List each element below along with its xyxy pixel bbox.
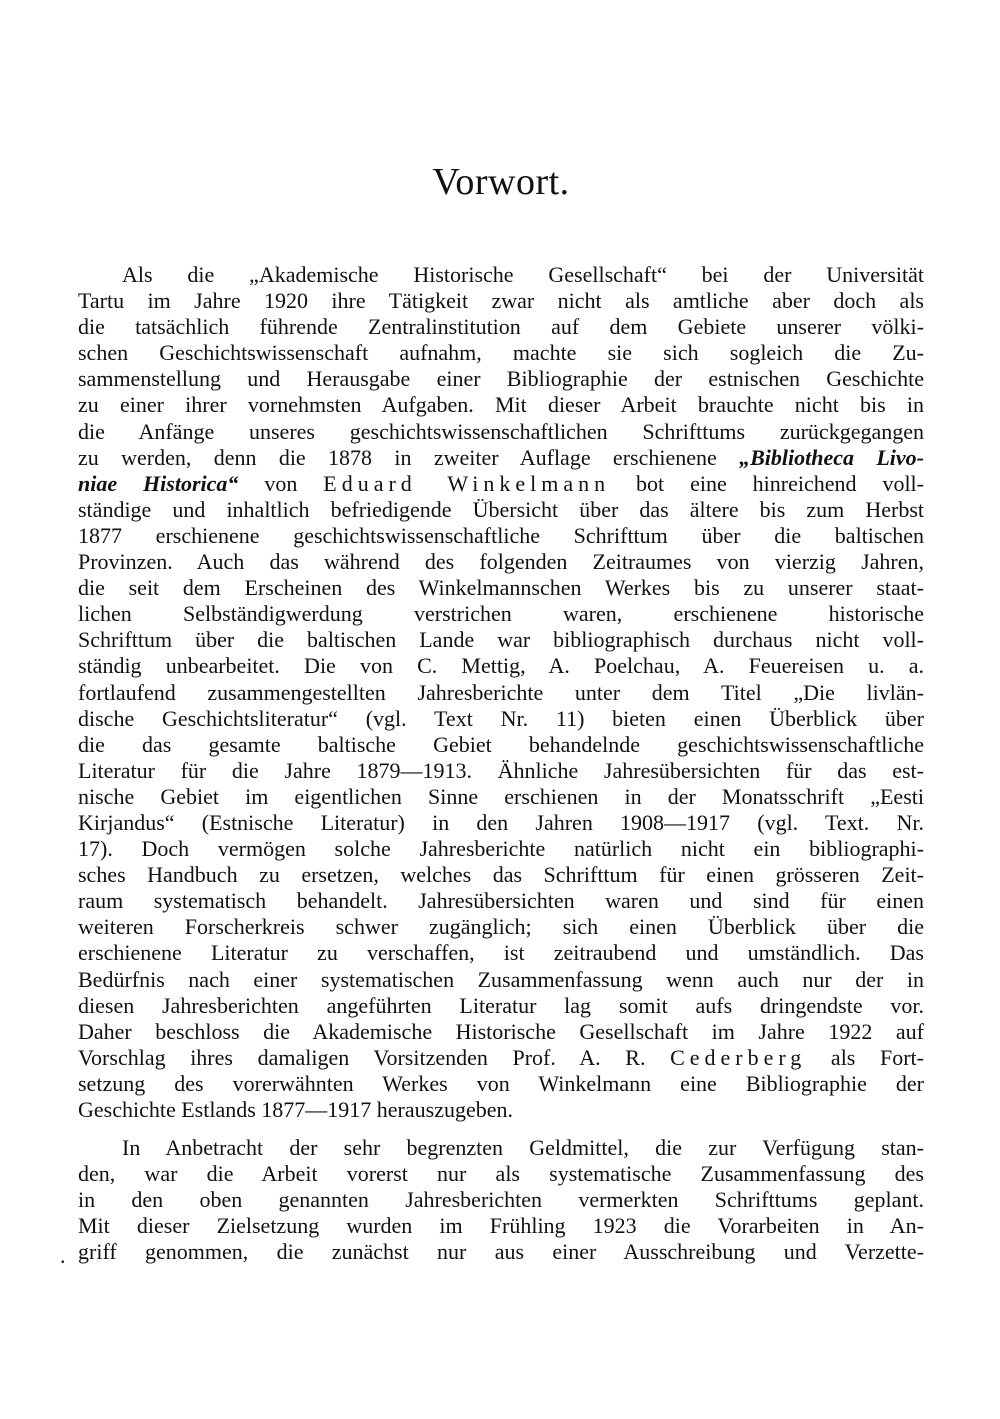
text-line: raum systematisch behandelt. Jahresübersichten waren und sind für einen: [78, 888, 924, 914]
text-line: sches Handbuch zu ersetzen, welches das Schrifttum für einen grösseren Zeit-: [78, 862, 924, 888]
text-line: den, war die Arbeit vorerst nur als systematische Zusammenfassung des: [78, 1161, 924, 1187]
text-line: fortlaufend zusammengestellten Jahresberichte unter dem Titel „Die livlän-: [78, 679, 924, 705]
text-line: erschienene Literatur zu verschaffen, ist zeitraubend und umständlich. Das: [78, 940, 924, 966]
book-title-part2: niae Historica“: [78, 470, 239, 496]
text-line: in den oben genannten Jahresberichten vermerkten Schrifttums geplant.: [78, 1187, 924, 1213]
margin-mark: .: [60, 1243, 66, 1268]
text-fragment: bot eine hinreichend voll-: [610, 470, 924, 496]
book-title-part1: „Bibliotheca Livo-: [739, 444, 924, 470]
text-line: zu einer ihrer vornehmsten Aufgaben. Mit dieser Arbeit brauchte nicht bis in: [78, 392, 924, 418]
author-name: Eduard Winkelmann: [323, 470, 611, 496]
text-line: setzung des vorerwähnten Werkes von Winkelmann eine Bibliographie der: [78, 1070, 924, 1096]
text-line: Geschichte Estlands 1877—1917 herauszugeben.: [78, 1097, 513, 1122]
text-line: Literatur für die Jahre 1879—1913. Ähnliche Jahresübersichten für das est-: [78, 757, 924, 783]
chairman-name: Cederberg: [670, 1044, 807, 1070]
text-line: Schrifttum über die baltischen Lande war bibliographisch durchaus nicht voll-: [78, 627, 924, 653]
paragraph-1: [78, 262, 924, 1123]
page-title: Vorwort.: [432, 161, 570, 203]
text-fragment: von: [238, 470, 324, 496]
text-line: schen Geschichtswissenschaft aufnahm, machte sie sich sogleich die Zu-: [78, 340, 924, 366]
text-line: Mit dieser Zielsetzung wurden im Frühling 1923 die Vorarbeiten in An-: [78, 1213, 924, 1239]
text-line: ständige und inhaltlich befriedigende Übersicht über das ältere bis zum Herbst: [78, 496, 924, 522]
text-line: In Anbetracht der sehr begrenzten Geldmittel, die zur Verfügung stan-: [122, 1135, 924, 1161]
text-line: die tatsächlich führende Zentralinstitution auf dem Gebiete unserer völki-: [78, 314, 924, 340]
text-fragment: Vorschlag ihres damaligen Vorsitzenden Prof. A. R.: [78, 1044, 671, 1070]
text-line: griff genommen, die zunächst nur aus einer Ausschreibung und Verzette-: [78, 1239, 924, 1265]
text-line: 17). Doch vermögen solche Jahresberichte natürlich nicht ein bibliographi-: [78, 836, 924, 862]
text-line: Bedürfnis nach einer systematischen Zusammenfassung wenn auch nur der in: [78, 966, 924, 992]
text-line: ständig unbearbeitet. Die von C. Mettig, A. Poelchau, A. Feuereisen u. a.: [78, 653, 924, 679]
paragraph-2: [78, 1135, 924, 1265]
text-line: Kirjandus“ (Estnische Literatur) in den Jahren 1908—1917 (vgl. Text. Nr.: [78, 809, 924, 835]
text-line: die seit dem Erscheinen des Winkelmannschen Werkes bis zu unserer staat-: [78, 575, 924, 601]
text-line: [78, 445, 924, 471]
text-line: diesen Jahresberichten angeführten Literatur lag somit aufs dringendste vor.: [78, 992, 924, 1018]
text-line: [78, 471, 924, 497]
text-line: 1877 erschienene geschichtswissenschaftliche Schrifttum über die baltischen: [78, 522, 924, 548]
text-line: Tartu im Jahre 1920 ihre Tätigkeit zwar nicht als amtliche aber doch als: [78, 288, 924, 314]
text-line: Provinzen. Auch das während des folgenden Zeitraumes von vierzig Jahren,: [78, 549, 924, 575]
text-line: die Anfänge unseres geschichtswissenschaftlichen Schrifttums zurückgegangen: [78, 418, 924, 444]
page-body: [78, 160, 924, 1266]
text-line: [78, 1045, 924, 1071]
text-fragment: zu werden, denn die 1878 in zweiter Auflage erschienene: [78, 444, 740, 470]
text-line: Daher beschloss die Akademische Historische Gesellschaft im Jahre 1922 auf: [78, 1018, 924, 1044]
text-line: die das gesamte baltische Gebiet behandelnde geschichtswissenschaftliche: [78, 731, 924, 757]
text-line: weiteren Forscherkreis schwer zugänglich; sich einen Überblick über die: [78, 914, 924, 940]
text-fragment: als Fort-: [806, 1044, 924, 1070]
text-line: sammenstellung und Herausgabe einer Bibliographie der estnischen Geschichte: [78, 366, 924, 392]
text-line: Als die „Akademische Historische Gesellschaft“ bei der Universität: [122, 262, 924, 287]
text-line: nische Gebiet im eigentlichen Sinne erschienen in der Monatsschrift „Eesti: [78, 783, 924, 809]
text-line: dische Geschichtsliteratur“ (vgl. Text Nr. 11) bieten einen Überblick über: [78, 705, 924, 731]
text-line: lichen Selbständigwerdung verstrichen waren, erschienene historische: [78, 601, 924, 627]
